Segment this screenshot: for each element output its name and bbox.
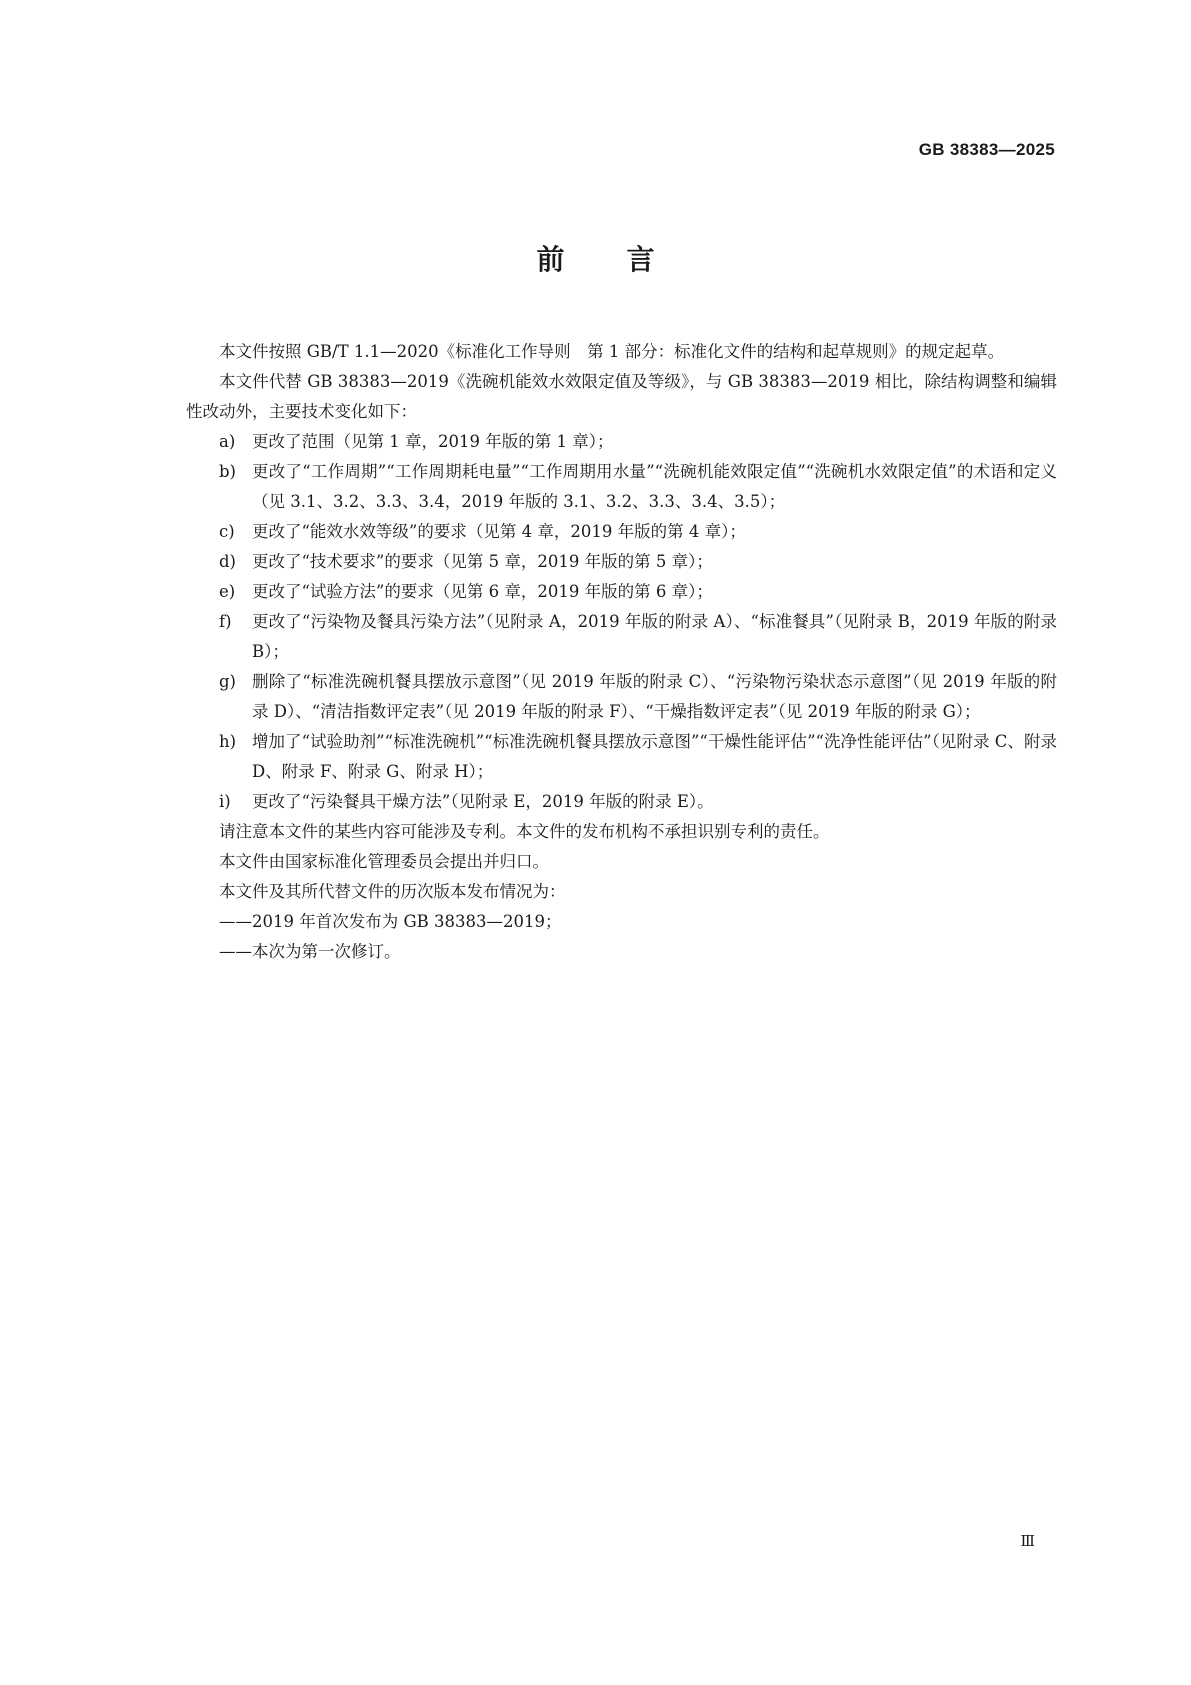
list-item [186,787,1057,817]
list-text: 更改了“污染餐具干燥方法”（见附录 E，2019 年版的附录 E）。 [252,792,714,811]
list-marker: h) [219,732,237,751]
preface-content [186,337,1057,967]
list-marker: c) [219,522,235,541]
list-item [186,517,1057,547]
change-list [186,427,1057,817]
list-text: 删除了“标准洗碗机餐具摆放示意图”（见 2019 年版的附录 C）、“污染物污染状态示意图”（见 2019 年版的附录 D）、“清洁指数评定表”（见 2019 年版的附录 F）、“干燥指数评定表”（见 2019 年版的附录 G）； [252,672,1057,721]
list-text: 增加了“试验助剂”“标准洗碗机”“标准洗碗机餐具摆放示意图”“干燥性能评估”“洗净性能评估”（见附录 C、附录 D、附录 F、附录 G、附录 H）； [252,732,1057,781]
page-number: Ⅲ [1020,1532,1035,1550]
list-marker: a) [219,432,236,451]
list-item [186,547,1057,577]
list-text: 更改了范围（见第 1 章，2019 年版的第 1 章）； [252,432,614,451]
list-item [186,727,1057,787]
list-item [186,577,1057,607]
list-marker: e) [219,582,236,601]
paragraph-patent-notice: 请注意本文件的某些内容可能涉及专利。本文件的发布机构不承担识别专利的责任。 [219,822,830,841]
list-text: 更改了“工作周期”“工作周期耗电量”“工作周期用水量”“洗碗机能效限定值”“洗碗机水效限定值”的术语和定义（见 3.1、3.2、3.3、3.4，2019 年版的 3.1、3.2、3.3、3.4、3.5）； [252,462,1057,511]
list-marker: b) [219,462,236,481]
page-title: 前言 [536,243,717,276]
history-item: ——本次为第一次修订。 [219,942,401,961]
list-text: 更改了“污染物及餐具污染方法”（见附录 A，2019 年版的附录 A）、“标准餐具”（见附录 B，2019 年版的附录 B）； [252,612,1057,661]
list-text: 更改了“试验方法”的要求（见第 6 章，2019 年版的第 6 章）； [252,582,713,601]
list-item [186,457,1057,517]
paragraph-history-intro: 本文件及其所代替文件的历次版本发布情况为： [219,882,566,901]
list-marker: f) [219,612,232,631]
list-marker: d) [219,552,236,571]
list-text: 更改了“能效水效等级”的要求（见第 4 章，2019 年版的第 4 章）； [252,522,746,541]
list-marker: i) [219,792,231,811]
history-item: ——2019 年首次发布为 GB 38383—2019； [219,912,562,931]
list-marker: g) [219,672,236,691]
doc-code: GB 38383—2025 [918,140,1055,159]
paragraph-replacement: 本文件代替 GB 38383—2019《洗碗机能效水效限定值及等级》，与 GB 38383—2019 相比，除结构调整和编辑性改动外，主要技术变化如下： [186,372,1057,421]
list-item [186,607,1057,667]
paragraph-proposer: 本文件由国家标准化管理委员会提出并归口。 [219,852,549,871]
list-item [186,427,1057,457]
paragraph-drafting-rules: 本文件按照 GB/T 1.1—2020《标准化工作导则 第 1 部分：标准化文件的结构和起草规则》的规定起草。 [219,342,1005,361]
list-item [186,667,1057,727]
list-text: 更改了“技术要求”的要求（见第 5 章，2019 年版的第 5 章）； [252,552,713,571]
